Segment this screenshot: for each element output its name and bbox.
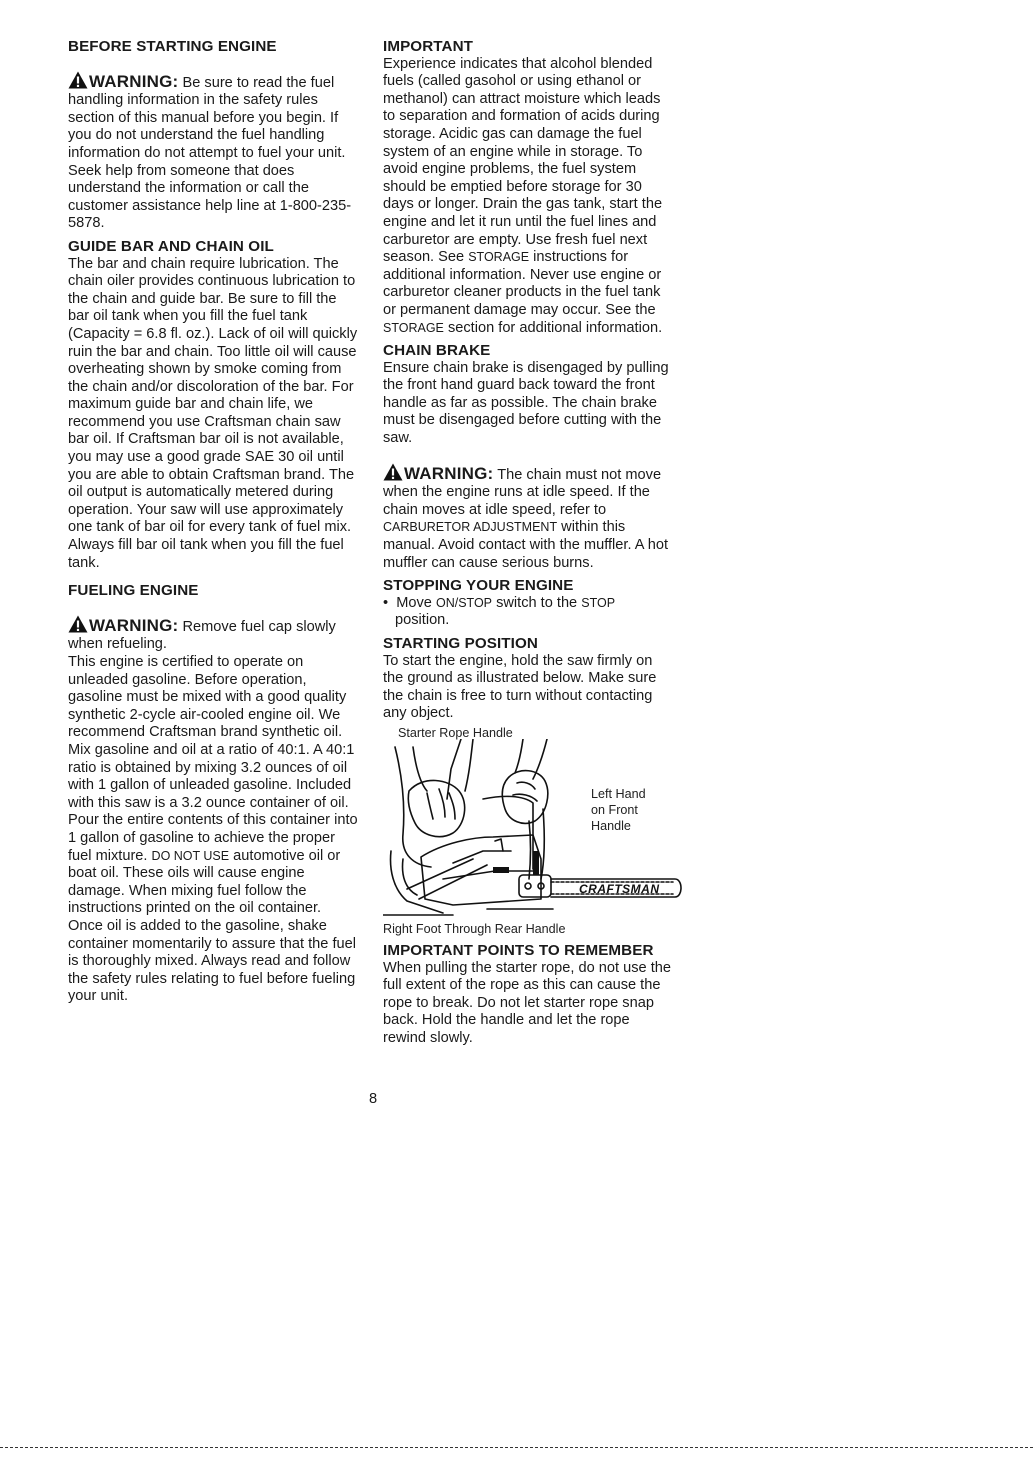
stop-ref: STOP xyxy=(581,595,616,610)
points-text: When pulling the starter rope, do not use the full extent of the rope as this can cause the rope to break. Do not let starter rope snap back. Hold the handle and let the rope rewind slowly. xyxy=(383,959,671,1046)
warning-label: WARNING: xyxy=(404,463,494,483)
bullet-text: position. xyxy=(395,612,450,629)
warning-label: WARNING: xyxy=(89,615,179,635)
chain-brake-text: Ensure chain brake is disengaged by pulling the front hand guard back toward the front handle as far as possible. The chain brake must be disengaged before cutting with the saw. xyxy=(383,359,669,447)
left-column xyxy=(68,38,358,1006)
do-not-use-caps: DO NOT USE xyxy=(151,848,230,863)
important-text-part: instructions for additional information. Never use engine or carburetor cleaner products in the fuel tank or permanent damage may occur. See the xyxy=(383,249,662,318)
fueling-text-part: automotive oil or boat oil. These oils will cause engine damage. When mixing fuel follow the instructions printed on the oil container. Once oil is added to the gasoline, shake container momentarily to assure that the fuel is thoroughly mixed. Always read and follow the safety rules relating to fuel before fueling your unit. xyxy=(68,847,356,1005)
bullet-text: switch to the xyxy=(496,594,578,611)
important-text-part: section for additional information. xyxy=(447,319,663,336)
storage-ref: STORAGE xyxy=(468,250,530,265)
chain-brake-heading: CHAIN BRAKE xyxy=(383,342,491,360)
on-stop-ref: ON/STOP xyxy=(435,595,492,610)
figure-label-left-hand-3: Handle xyxy=(591,818,631,833)
starting-position-text: To start the engine, hold the saw firmly on the ground as illustrated below. Make sure the chain is free to turn without contacting any object. xyxy=(383,652,657,722)
stopping-heading: STOPPING YOUR ENGINE xyxy=(383,577,574,595)
warning-text: Be sure to read the fuel handling information in the safety rules section of this manual before you begin. If you do not understand the fuel handling information do not attempt to fuel your unit. Seek help from someone that does understand the information or call the customer assistance help line at 1-800-235-5878. xyxy=(68,74,352,232)
before-starting-warning xyxy=(68,71,358,233)
warning-triangle-icon xyxy=(68,615,88,633)
figure-brand-logo: CRAFTSMAN xyxy=(579,881,660,896)
fueling-text-part: This engine is certified to operate on unleaded gasoline. Before operation, gasoline must be mixed with a good quality synthetic 2-cycle air-cooled engine oil. We recommend Craftsman brand synthetic oil. Mix gasoline and oil at a ratio of 40:1. A 40:1 ratio is obtained by mixing 3.2 ounces of oil with 1 gallon of unleaded gasoline. Included with this saw is a 3.2 ounce container of oil. Pour the entire contents of this container into 1 gallon of gasoline to achieve the proper fuel mixture. xyxy=(68,654,358,864)
guide-bar-text: The bar and chain require lubrication. The chain oiler provides continuous lubrication to the chain and guide bar. Be sure to fill the bar oil tank when you fill the fuel tank (Capacity = 6.8 fl. oz.). Lack of oil will quickly ruin the bar and chain. Too little oil will cause overheating shown by smoke coming from the chain and/or discoloration of the bar. For maximum guide bar and chain life, we recommend you use Craftsman chain saw bar oil. If Craftsman bar oil is not available, you may use a good grade SAE 30 oil until you are able to obtain Craftsman brand. The oil output is automatically metered during operation. Your saw will use approximately one tank of bar oil for every tank of fuel mix. Always fill bar oil tank when you fill the fuel tank. xyxy=(68,255,358,571)
figure-label-left-hand-1: Left Hand xyxy=(591,786,646,801)
fueling-warning xyxy=(68,615,358,654)
starting-position-heading: STARTING POSITION xyxy=(383,635,538,652)
storage-ref: STORAGE xyxy=(383,320,444,335)
page-number: 8 xyxy=(369,1091,378,1107)
bullet-text: Move xyxy=(396,594,432,611)
fueling-text xyxy=(68,654,358,1006)
warning-text: within this manual. Avoid contact with the muffler. A hot muffler can cause serious burns. xyxy=(383,519,669,571)
important-heading: IMPORTANT xyxy=(383,38,474,55)
figure-label-starter-rope: Starter Rope Handle xyxy=(398,725,513,740)
carburetor-adjustment-ref: CARBURETOR ADJUSTMENT xyxy=(383,520,558,535)
warning-text: Remove fuel cap slowly when refueling. xyxy=(68,618,336,653)
important-text-part: Experience indicates that alcohol blended fuels (called gasohol or using ethanol or methanol) can attract moisture which leads to separation and formation of acids during storage. Acidic gas can damage the fuel system of an engine while in storage. To avoid engine problems, the fuel system should be emptied before storage for 30 days or longer. Drain the gas tank, start the engine and let it run until the fuel lines and carburetor are empty. Use fresh fuel next season. See xyxy=(383,55,663,266)
figure-label-left-hand-2: on Front xyxy=(591,802,638,817)
guide-bar-heading: GUIDE BAR AND CHAIN OIL xyxy=(68,237,274,255)
chainsaw-illustration xyxy=(383,739,683,929)
important-text xyxy=(383,56,673,338)
stopping-bullet xyxy=(383,595,673,630)
bullet-icon: • xyxy=(383,594,397,611)
warning-label: WARNING: xyxy=(89,71,179,91)
chain-brake-warning xyxy=(383,463,673,573)
starting-position-figure xyxy=(383,725,683,937)
warning-triangle-icon xyxy=(383,463,403,481)
footer-rule xyxy=(0,1447,1033,1448)
right-column xyxy=(383,38,673,1048)
before-starting-heading: BEFORE STARTING ENGINE xyxy=(68,38,277,55)
warning-text: The chain must not move when the engine runs at idle speed. If the chain moves at idle speed, refer to xyxy=(383,466,662,518)
figure-label-right-foot: Right Foot Through Rear Handle xyxy=(383,921,566,936)
points-heading: IMPORTANT POINTS TO REMEMBER xyxy=(383,941,654,959)
warning-triangle-icon xyxy=(68,71,88,89)
fueling-heading: FUELING ENGINE xyxy=(68,582,199,600)
